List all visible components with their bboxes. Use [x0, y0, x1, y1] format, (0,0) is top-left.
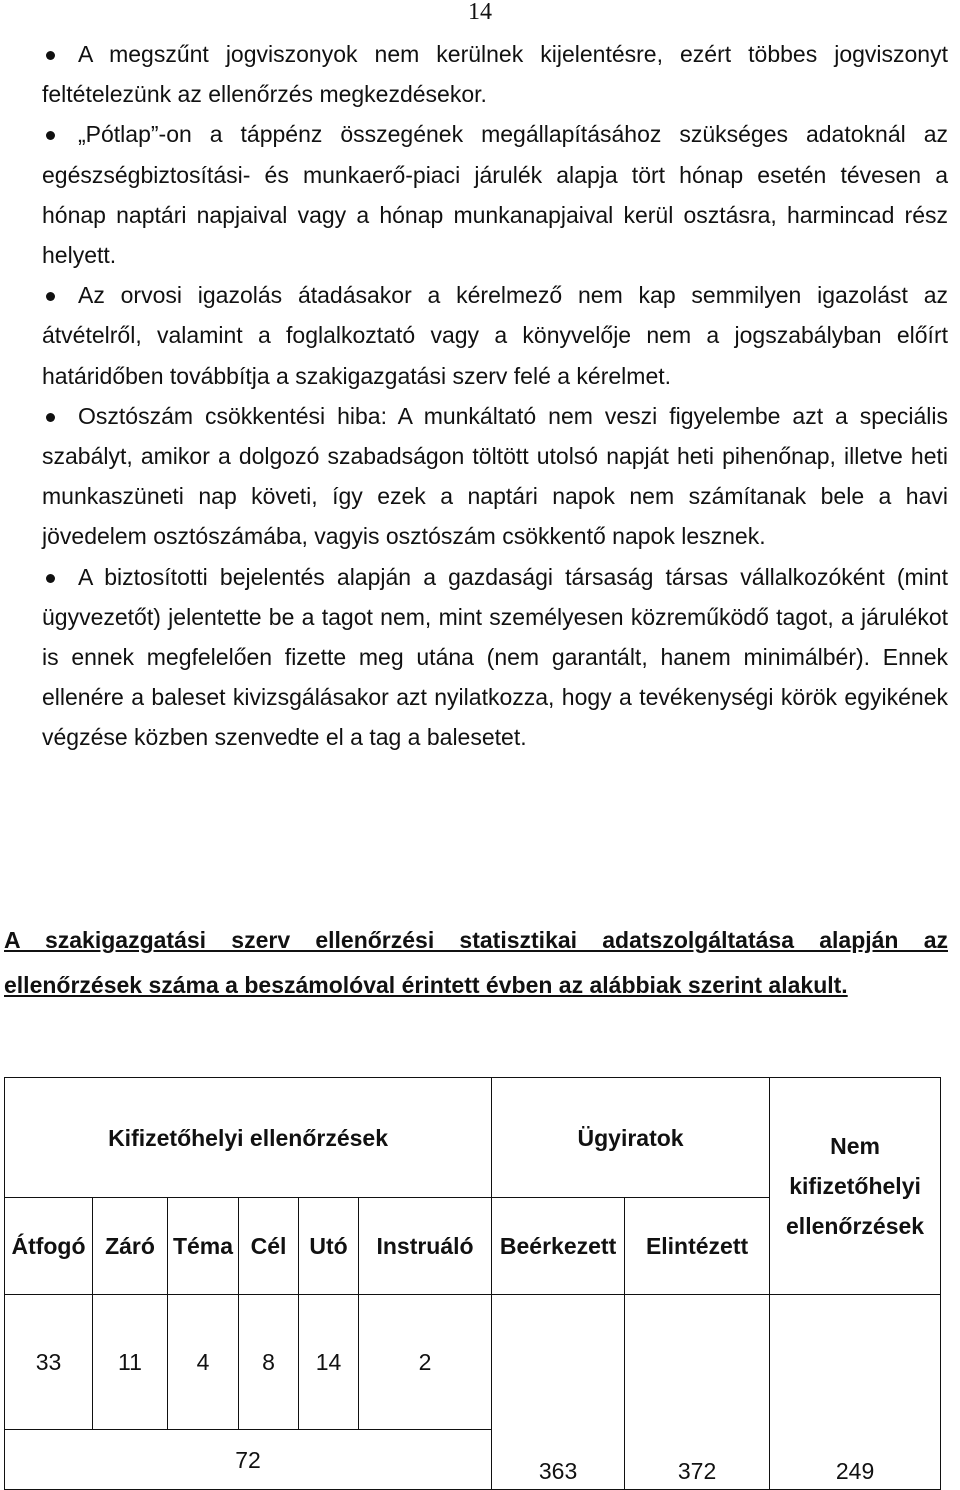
bullet-text: A biztosítotti bejelentés alapján a gazdasági társaság társas vállalkozóként (mint ügyvezetőt) jelentette be a tagot nem, mint személyesen közreműködő tagot, a járulékot is ennek megfelelően fizette meg utána (nem garantált, hanem minimálbér). Ennek ellenére a baleset kivizsgálásakor azt nyilatkozza, hogy a tevékenységi körök egyikének végzése közben szenvedte el a tag a balesetet.: [42, 563, 948, 751]
bullet-item: [42, 557, 948, 758]
bullet-item: [42, 34, 948, 114]
cell-atfogo: 33: [5, 1295, 93, 1430]
cell-elintezett: 372: [625, 1295, 770, 1490]
header-elintezett: Elintézett: [625, 1198, 770, 1295]
header-zaro: Záró: [93, 1198, 168, 1295]
section-heading: A szakigazgatási szerv ellenőrzési statisztikai adatszolgáltatása alapján az ellenőrzések száma a beszámolóval érintett évben az alábbiak szerint alakult.: [4, 927, 948, 998]
bullet-list: [42, 34, 948, 758]
bullet-icon: [46, 51, 55, 60]
page-number: 14: [468, 0, 492, 25]
header-beerkezett: Beérkezett: [492, 1198, 625, 1295]
cell-tema: 4: [168, 1295, 239, 1430]
header-uto: Utó: [299, 1198, 359, 1295]
header-tema: Téma: [168, 1198, 239, 1295]
bullet-text: A megszűnt jogviszonyok nem kerülnek kijelentésre, ezért többes jogviszonyt feltételezünk az ellenőrzés megkezdésekor.: [42, 41, 948, 108]
header-cel: Cél: [239, 1198, 299, 1295]
cell-beerkezett: 363: [492, 1295, 625, 1490]
header-atfogo: Átfogó: [5, 1198, 93, 1295]
cell-cel: 8: [239, 1295, 299, 1430]
bullet-item: [42, 396, 948, 557]
header-instrualo: Instruáló: [359, 1198, 492, 1295]
bullet-icon: [46, 131, 55, 140]
bullet-icon: [46, 574, 55, 583]
table-row-counts: [5, 1295, 941, 1430]
bullet-item: [42, 114, 948, 275]
table-header-row: [5, 1078, 941, 1198]
header-nem-kifizetohelyi: Nem kifizetőhelyi ellenőrzések: [770, 1078, 941, 1295]
cell-kifizetohelyi-total: 72: [5, 1430, 492, 1490]
bullet-text: Az orvosi igazolás átadásakor a kérelmező nem kap semmilyen igazolást az átvételről, valamint a foglalkoztató vagy a könyvelője nem a jogszabályban előírt határidőben továbbítja a szakigazgatási szerv felé a kérelmet.: [42, 282, 948, 389]
header-kifizetohelyi: Kifizetőhelyi ellenőrzések: [5, 1078, 492, 1198]
bullet-item: [42, 275, 948, 396]
statistics-table: [4, 1077, 941, 1490]
cell-instrualo: 2: [359, 1295, 492, 1430]
bullet-icon: [46, 413, 55, 422]
cell-uto: 14: [299, 1295, 359, 1430]
bullet-icon: [46, 292, 55, 301]
bullet-text: Osztószám csökkentési hiba: A munkáltató nem veszi figyelembe azt a speciális szabályt, amikor a dolgozó szabadságon töltött utolsó napját heti pihenőnap, illetve heti munkaszüneti nap követi, így ezek a naptári napok nem számítanak bele a havi jövedelem osztószámába, vagyis osztószám csökkentő napok lesznek.: [42, 402, 948, 550]
cell-nem-kifizetohelyi: 249: [770, 1295, 941, 1490]
header-ugyiratok: Ügyiratok: [492, 1078, 770, 1198]
cell-zaro: 11: [93, 1295, 168, 1430]
bullet-text: „Pótlap”-on a táppénz összegének megállapításához szükséges adatoknál az egészségbiztosítási- és munkaerő-piaci járulék alapja tört hónap esetén tévesen a hónap naptári napjaival vagy a hónap munkanapjaival kerül osztásra, harmincad rész helyett.: [42, 121, 948, 269]
